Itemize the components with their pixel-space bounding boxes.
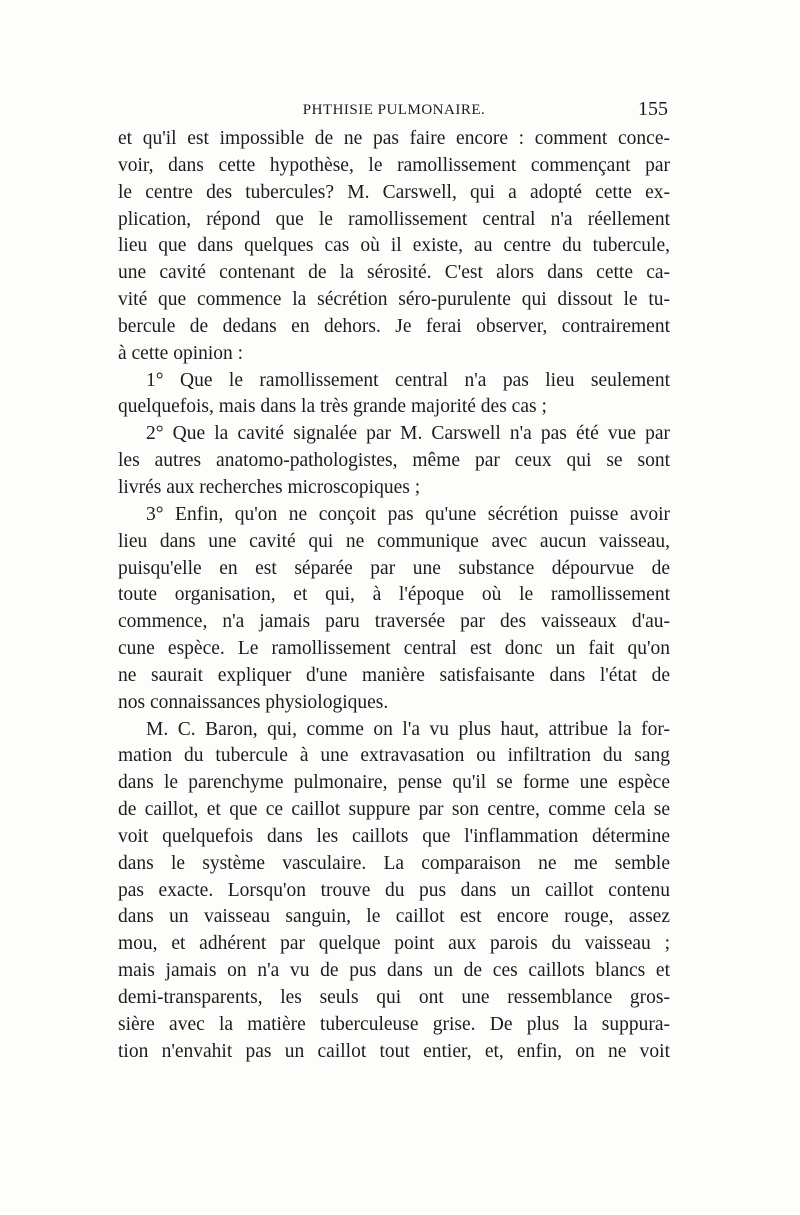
text-line: commence, n'a jamais paru traversée par des vaisseaux d'au- [118, 611, 670, 633]
text-line: une cavité contenant de la sérosité. C'est alors dans cette ca- [118, 262, 670, 284]
text-line: le centre des tubercules? M. Carswell, qui a adopté cette ex- [118, 181, 670, 203]
text-line: lieu que dans quelques cas où il existe, au centre du tubercule, [118, 235, 670, 257]
text-line: livrés aux recherches microscopiques ; [118, 476, 421, 498]
text-line: tion n'envahit pas un caillot tout entier, et, enfin, on ne voit [118, 1040, 670, 1062]
text-line: quelquefois, mais dans la très grande majorité des cas ; [118, 396, 547, 418]
running-title: PHTHISIE PULMONAIRE. [302, 102, 486, 118]
text-line: à cette opinion : [118, 342, 244, 364]
text-line: 3° Enfin, qu'on ne conçoit pas qu'une sécrétion puisse avoir [146, 503, 670, 525]
text-line: et qu'il est impossible de ne pas faire encore : comment conce- [118, 128, 670, 149]
text-line: puisqu'elle en est séparée par une substance dépourvue de [118, 557, 670, 579]
text-line: dans le parenchyme pulmonaire, pense qu'il se forme une espèce [118, 772, 670, 794]
text-line: les autres anatomo-pathologistes, même par ceux qui se sont [118, 450, 670, 472]
text-line: M. C. Baron, qui, comme on l'a vu plus haut, attribue la for- [146, 718, 670, 740]
text-line: lieu dans une cavité qui ne communique avec aucun vaisseau, [118, 530, 670, 552]
text-line: de caillot, et que ce caillot suppure par son centre, comme cela se [118, 799, 670, 821]
text-line: demi-transparents, les seuls qui ont une ressemblance gros- [118, 987, 670, 1008]
text-line: 2° Que la cavité signalée par M. Carswell n'a pas été vue par [146, 423, 670, 445]
text-line: nos connaissances physiologiques. [118, 691, 389, 713]
text-line: dans le système vasculaire. La comparaison ne me semble [118, 852, 670, 874]
text-line: plication, répond que le ramollissement central n'a réellement [118, 208, 670, 230]
text-line: toute organisation, et qui, à l'époque où le ramollissement [118, 584, 670, 606]
text-line: mation du tubercule à une extravasation ou infiltration du sang [118, 745, 670, 767]
text-line: voit quelquefois dans les caillots que l'inflammation détermine [118, 825, 670, 847]
text-line: pas exacte. Lorsqu'on trouve du pus dans un caillot contenu [118, 879, 670, 901]
page-number: 155 [638, 98, 668, 120]
text-line: 1° Que le ramollissement central n'a pas lieu seulement [146, 369, 670, 391]
text-line: voir, dans cette hypothèse, le ramollissement commençant par [118, 154, 670, 176]
running-head [118, 100, 670, 122]
text-line: dans un vaisseau sanguin, le caillot est encore rouge, assez [118, 906, 670, 928]
text-line: mais jamais on n'a vu de pus dans un de ces caillots blancs et [118, 960, 670, 982]
text-line: ne saurait expliquer d'une manière satisfaisante dans l'état de [118, 664, 670, 686]
text-line: vité que commence la sécrétion séro-purulente qui dissout le tu- [118, 289, 670, 311]
text-line: sière avec la matière tuberculeuse grise. De plus la suppura- [118, 1013, 670, 1035]
text-line: bercule de dedans en dehors. Je ferai observer, contrairement [118, 315, 670, 337]
text-line: mou, et adhérent par quelque point aux parois du vaisseau ; [118, 933, 670, 955]
body-text [118, 126, 670, 1066]
text-line: cune espèce. Le ramollissement central est donc un fait qu'on [118, 638, 670, 660]
